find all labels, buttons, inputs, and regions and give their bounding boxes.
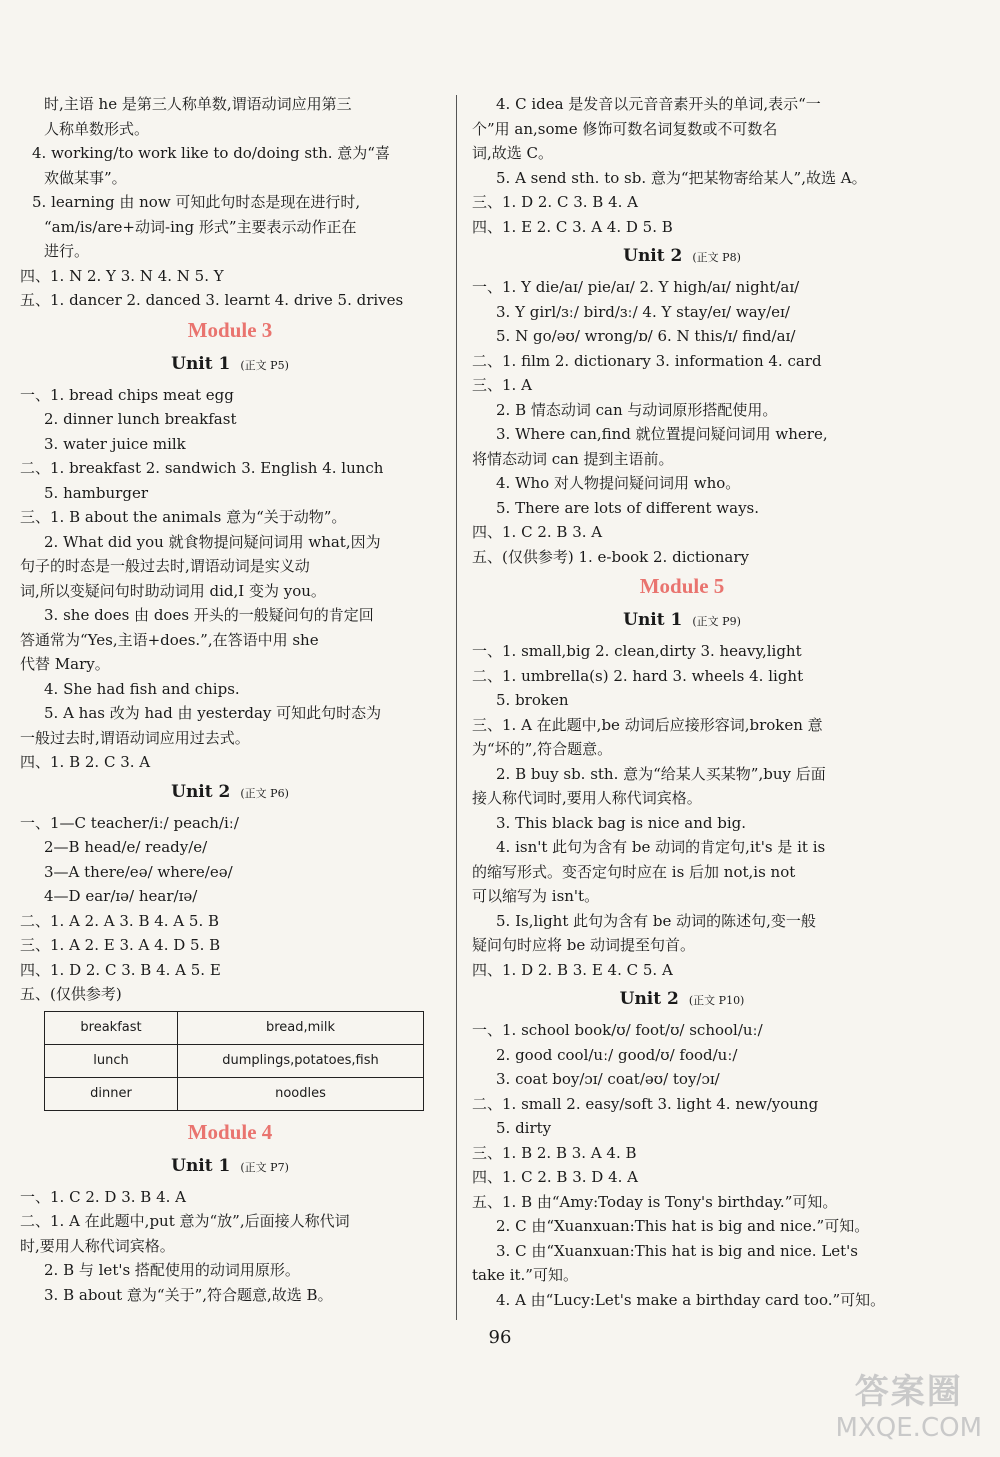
unit-heading (20, 1149, 440, 1185)
module-heading: Module 5 (639, 574, 725, 598)
answer-line: 疑问句时应将 be 动词提至句首。 (472, 936, 696, 954)
answer-line: 4. isn't 此句为含有 be 动词的肯定句,it's 是 it is (496, 838, 826, 856)
answer-line: 5. A send sth. to sb. 意为“把某物寄给某人”,故选 A。 (496, 168, 867, 187)
answer-line: 二、1. film 2. dictionary 3. information 4. card (472, 351, 822, 370)
answer-line: 2. B buy sb. sth. 意为“给某人买某物”,buy 后面 (496, 764, 826, 783)
unit-title: Unit 2 (619, 989, 679, 1009)
answer-line: 四、1. N 2. Y 3. N 4. N 5. Y (20, 266, 224, 285)
answer-line: 5. N go/əʊ/ wrong/ɒ/ 6. N this/ɪ/ find/aɪ/ (496, 327, 796, 345)
answer-line: 二、1. umbrella(s) 2. hard 3. wheels 4. light (472, 666, 804, 685)
answer-line: 3. Where can,find 就位置提问疑问词用 where, (496, 425, 828, 443)
unit-page-ref: (正文 P9) (692, 615, 741, 628)
answer-line: 五、(仅供参考) 1. e-book 2. dictionary (472, 547, 750, 566)
left-column (20, 92, 440, 1307)
table-row (45, 1011, 424, 1044)
answer-line: 4. She had fish and chips. (44, 679, 240, 698)
right-column (472, 92, 892, 1312)
unit-page-ref: (正文 P10) (688, 994, 745, 1007)
meals-table (44, 1011, 424, 1111)
unit-heading (472, 239, 892, 275)
unit-heading (472, 982, 892, 1018)
unit-title: Unit 1 (623, 610, 683, 630)
answer-line: 答通常为“Yes,主语+does.”,在答语中用 she (20, 630, 319, 649)
answer-line: 三、1. A 在此题中,be 动词后应接形容词,broken 意 (472, 715, 823, 734)
unit-page-ref: (正文 P8) (692, 251, 741, 264)
food-cell: bread,milk (178, 1011, 424, 1044)
answer-line: 5. Is,light 此句为含有 be 动词的陈述句,变一般 (496, 911, 816, 930)
answer-line: 时,要用人称代词宾格。 (20, 1236, 175, 1255)
module-heading: Module 4 (187, 1119, 273, 1144)
unit-title: Unit 1 (171, 1155, 231, 1176)
answer-line: take it.”可知。 (472, 1266, 578, 1284)
column-divider (456, 95, 457, 1320)
meal-cell: breakfast (45, 1011, 178, 1044)
answer-line: 三、1. D 2. C 3. B 4. A (472, 193, 638, 211)
answer-line: 三、1. A 2. E 3. A 4. D 5. B (20, 936, 221, 954)
answer-line: 5. There are lots of different ways. (496, 498, 760, 517)
answer-line: 2. dinner lunch breakfast (44, 410, 237, 428)
answer-line: 代替 Mary。 (20, 655, 110, 673)
answer-line: 2. What did you 就食物提问疑问词用 what,因为 (44, 532, 381, 551)
unit-page-ref: (正文 P5) (240, 358, 289, 372)
answer-line: 的缩写形式。变否定句时应在 is 后加 not,is not (472, 862, 796, 881)
unit-title: Unit 2 (623, 246, 683, 266)
answer-line: 5. A has 改为 had 由 yesterday 可知此句时态为 (44, 704, 382, 722)
answer-line: 3. she does 由 does 开头的一般疑问句的肯定回 (44, 606, 374, 624)
answer-line: “am/is/are+动词-ing 形式”主要表示动作正在 (44, 217, 357, 236)
answer-line: 2—B head/e/ ready/e/ (44, 838, 208, 856)
answer-line: 欢做某事”。 (44, 168, 127, 187)
answer-line: 5. hamburger (44, 483, 148, 502)
answer-line: 四、1. C 2. B 3. D 4. A (472, 1168, 638, 1186)
answer-line: 一、1—C teacher/iː/ peach/iː/ (20, 813, 239, 832)
answer-line: 2. B 情态动词 can 与动词原形搭配使用。 (496, 400, 778, 419)
unit-heading (20, 347, 440, 383)
answer-line: 2. B 与 let's 搭配使用的动词用原形。 (44, 1261, 300, 1279)
answer-line: 四、1. C 2. B 3. A (472, 523, 603, 541)
answer-line: 三、1. B about the animals 意为“关于动物”。 (20, 508, 347, 526)
unit-page-ref: (正文 P7) (240, 1160, 289, 1174)
answer-line: 词,所以变疑问句时助动词用 did,I 变为 you。 (20, 581, 326, 600)
answer-line: 句子的时态是一般过去时,谓语动词是实义动 (20, 557, 310, 575)
unit-heading (20, 775, 440, 811)
meal-cell: dinner (45, 1077, 178, 1110)
answer-line: 五、1. dancer 2. danced 3. learnt 4. drive 5. drives (20, 291, 404, 309)
answer-line: 进行。 (44, 242, 90, 260)
answer-line: 一、1. Y die/aɪ/ pie/aɪ/ 2. Y high/aɪ/ night/aɪ/ (472, 278, 800, 296)
answer-line: 4. Who 对人物提问疑问词用 who。 (496, 474, 741, 492)
answer-line: 2. C 由“Xuanxuan:This hat is big and nice.”可知。 (496, 1217, 870, 1235)
answer-line: 一、1. school book/ʊ/ foot/ʊ/ school/uː/ (472, 1021, 763, 1039)
answer-line: 接人称代词时,要用人称代词宾格。 (472, 789, 702, 807)
answer-line: 3. water juice milk (44, 434, 186, 453)
answer-line: 2. good cool/uː/ good/ʊ/ food/uː/ (496, 1045, 738, 1064)
answer-line: 3. C 由“Xuanxuan:This hat is big and nice. Let's (496, 1241, 859, 1260)
answer-line: 将情态动词 can 提到主语前。 (472, 449, 674, 468)
answer-line: 三、1. A (472, 376, 532, 394)
meal-cell: lunch (45, 1044, 178, 1077)
answer-line: 四、1. B 2. C 3. A (20, 753, 151, 771)
answer-line: 可以缩写为 isn't。 (472, 887, 600, 905)
unit-page-ref: (正文 P6) (240, 786, 289, 800)
answer-line: 3. This black bag is nice and big. (496, 813, 747, 832)
answer-line: 二、1. A 在此题中,put 意为“放”,后面接人称代词 (20, 1212, 350, 1230)
answer-line: 4. working/to work like to do/doing sth. 意为“喜 (32, 144, 390, 162)
answer-line: 3—A there/eə/ where/eə/ (44, 862, 233, 881)
answer-line: 四、1. D 2. B 3. E 4. C 5. A (472, 960, 673, 979)
food-cell: noodles (178, 1077, 424, 1110)
answer-line: 四、1. E 2. C 3. A 4. D 5. B (472, 217, 673, 236)
answer-line: 一、1. small,big 2. clean,dirty 3. heavy,light (472, 642, 802, 660)
answer-line: 为“坏的”,符合题意。 (472, 740, 613, 758)
answer-line: 四、1. D 2. C 3. B 4. A 5. E (20, 960, 221, 979)
answer-line: 二、1. A 2. A 3. B 4. A 5. B (20, 911, 220, 930)
answer-line: 一、1. bread chips meat egg (20, 385, 234, 404)
answer-line: 三、1. B 2. B 3. A 4. B (472, 1143, 637, 1162)
answer-line: 3. coat boy/ɔɪ/ coat/əʊ/ toy/ɔɪ/ (496, 1070, 720, 1088)
answer-line: 5. learning 由 now 可知此句时态是现在进行时, (32, 193, 361, 211)
answer-line: 时,主语 he 是第三人称单数,谓语动词应用第三 (44, 95, 352, 113)
watermark-url: MXQE.COM (835, 1413, 982, 1443)
unit-title: Unit 2 (171, 781, 231, 802)
unit-heading (472, 603, 892, 639)
table-row (45, 1044, 424, 1077)
answer-line: 5. dirty (496, 1119, 552, 1137)
answer-line: 个”用 an,some 修饰可数名词复数或不可数名 (472, 119, 778, 138)
answer-line: 4—D ear/ɪə/ hear/ɪə/ (44, 887, 198, 905)
answer-line: 4. A 由“Lucy:Let's make a birthday card too.”可知。 (496, 1290, 886, 1309)
answer-line: 3. Y girl/ɜː/ bird/ɜː/ 4. Y stay/eɪ/ way/eɪ/ (496, 302, 790, 321)
answer-line: 二、1. breakfast 2. sandwich 3. English 4. lunch (20, 459, 384, 477)
page-number: 96 (488, 1327, 512, 1348)
table-row (45, 1077, 424, 1110)
answer-line: 词,故选 C。 (472, 144, 554, 162)
answer-line: 五、1. B 由“Amy:Today is Tony's birthday.”可知。 (472, 1192, 838, 1211)
module-heading: Module 3 (187, 317, 273, 342)
unit-title: Unit 1 (171, 353, 231, 374)
watermark-text: 答案圈 (854, 1372, 963, 1412)
answer-line: 5. broken (496, 691, 569, 709)
answer-line: 五、(仅供参考) (20, 985, 122, 1003)
answer-line: 一般过去时,谓语动词应用过去式。 (20, 728, 250, 747)
food-cell: dumplings,potatoes,fish (178, 1044, 424, 1077)
answer-line: 4. C idea 是发音以元音音素开头的单词,表示“一 (496, 95, 821, 113)
answer-line: 二、1. small 2. easy/soft 3. light 4. new/young (472, 1094, 819, 1113)
answer-line: 人称单数形式。 (44, 119, 150, 138)
answer-line: 一、1. C 2. D 3. B 4. A (20, 1187, 186, 1206)
answer-line: 3. B about 意为“关于”,符合题意,故选 B。 (44, 1285, 333, 1304)
watermark-logo (836, 1364, 982, 1443)
